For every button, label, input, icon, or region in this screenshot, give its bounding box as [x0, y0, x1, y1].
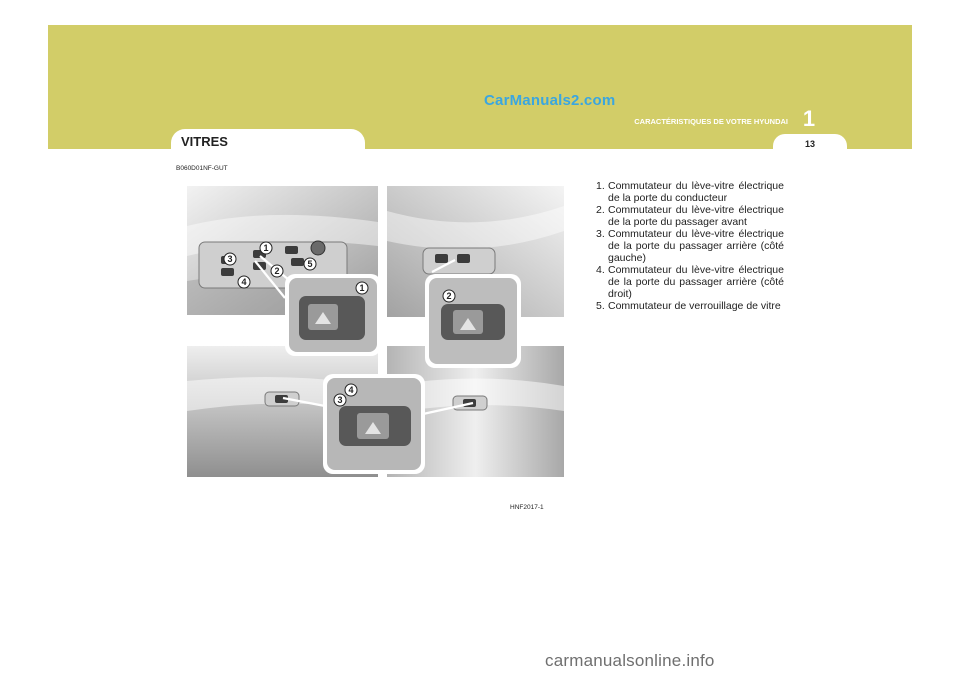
chapter-number: 1 — [802, 106, 816, 131]
callout-3: 3 — [227, 254, 233, 264]
callout-inset-3: 3 — [337, 395, 343, 405]
legend-item: 4. Commutateur du lève-vitre électrique de la porte du passager arrière (côté droit) — [596, 264, 784, 300]
legend-item: 3. Commutateur du lève-vitre électrique de la porte du passager arrière (côté gauche) — [596, 228, 784, 264]
chapter-title: CARACTÉRISTIQUES DE VOTRE HYUNDAI — [634, 117, 788, 126]
legend-list — [596, 180, 784, 312]
callout-4: 4 — [241, 277, 247, 287]
callout-2: 2 — [274, 266, 280, 276]
callout-5: 5 — [307, 259, 313, 269]
watermark-top[interactable]: CarManuals2.com — [484, 92, 616, 109]
watermark-bottom[interactable]: carmanualsonline.info — [545, 651, 715, 670]
window-switch-illustration — [187, 186, 564, 477]
figure-code: HNF2017-1 — [510, 504, 544, 511]
callout-inset-4: 4 — [348, 385, 354, 395]
inset-rear-switch — [323, 374, 425, 474]
legend-item: 2. Commutateur du lève-vitre électrique de la porte du passager avant — [596, 204, 784, 228]
page-number: 13 — [804, 139, 815, 149]
callout-1: 1 — [263, 243, 269, 253]
doc-code: B060D01NF-GUT — [176, 165, 228, 172]
inset-passenger-switch — [425, 274, 521, 368]
section-title: VITRES — [181, 134, 228, 149]
callout-inset-1: 1 — [359, 283, 365, 293]
callout-inset-2: 2 — [446, 291, 452, 301]
legend-item: 1. Commutateur du lève-vitre électrique de la porte du conducteur — [596, 180, 784, 204]
legend-item: 5. Commutateur de verrouillage de vitre — [596, 300, 781, 312]
